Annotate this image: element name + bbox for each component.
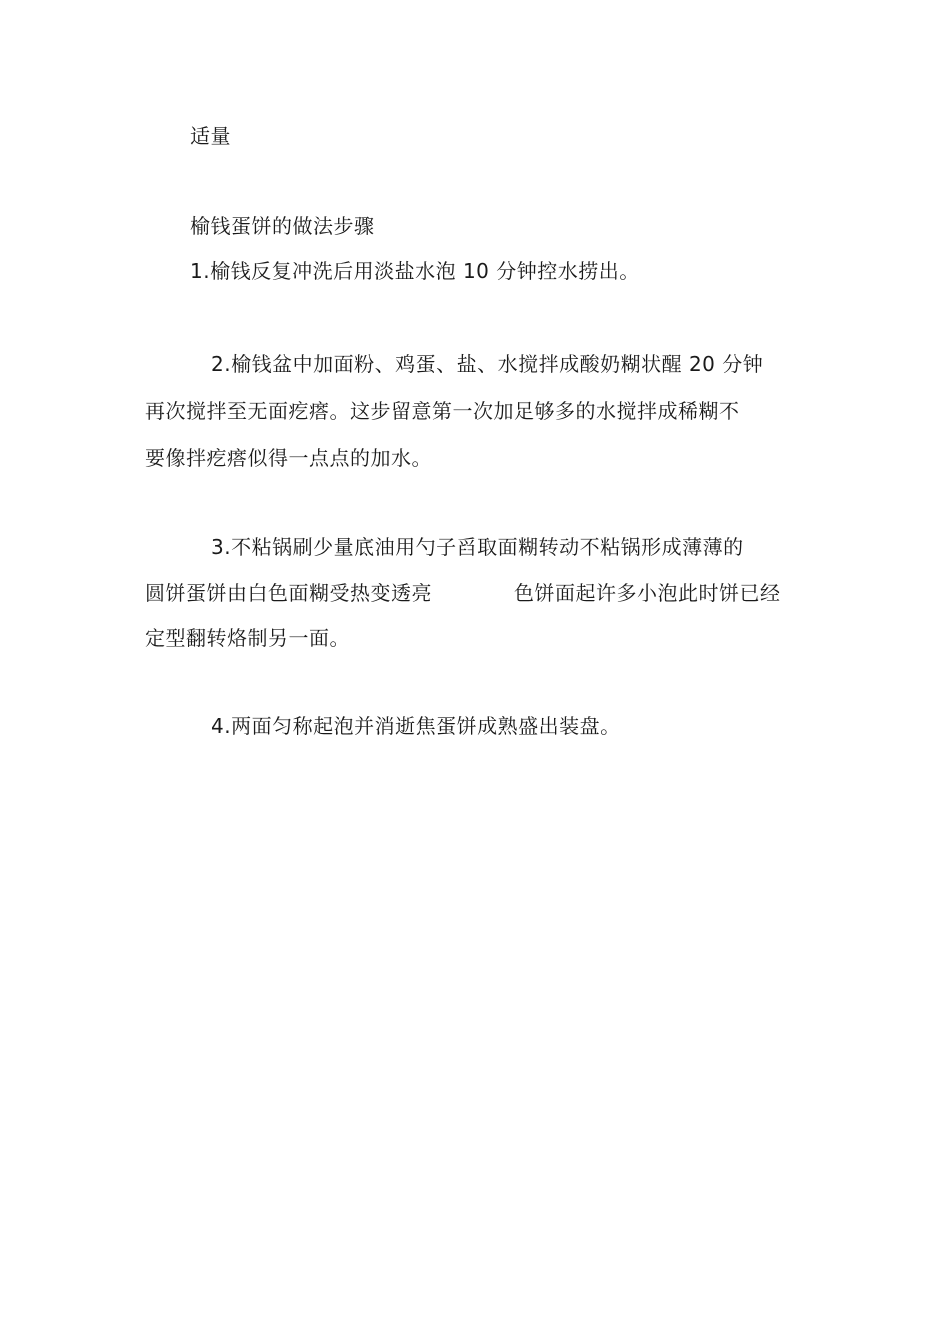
steps-heading: 榆钱蛋饼的做法步骤 xyxy=(190,214,375,238)
step-3-line-1: 3.不粘锅刷少量底油用勺子舀取面糊转动不粘锅形成薄薄的 xyxy=(211,535,744,559)
step-3-line-3: 定型翻转烙制另一面。 xyxy=(145,626,350,650)
ingredient-amount: 适量 xyxy=(190,124,231,148)
step-3-line-2-part-1: 圆饼蛋饼由白色面糊受热变透亮 xyxy=(145,581,432,605)
step-1: 1.榆钱反复冲洗后用淡盐水泡 10 分钟控水捞出。 xyxy=(190,259,640,283)
step-2-line-3: 要像拌疙瘩似得一点点的加水。 xyxy=(145,446,432,470)
step-3-line-2-part-2: 色饼面起许多小泡此时饼已经 xyxy=(514,581,781,605)
step-2-line-2: 再次搅拌至无面疙瘩。这步留意第一次加足够多的水搅拌成稀糊不 xyxy=(145,399,740,423)
step-2-line-1: 2.榆钱盆中加面粉、鸡蛋、盐、水搅拌成酸奶糊状醒 20 分钟 xyxy=(211,352,764,376)
step-4: 4.两面匀称起泡并消逝焦蛋饼成熟盛出装盘。 xyxy=(211,714,621,738)
